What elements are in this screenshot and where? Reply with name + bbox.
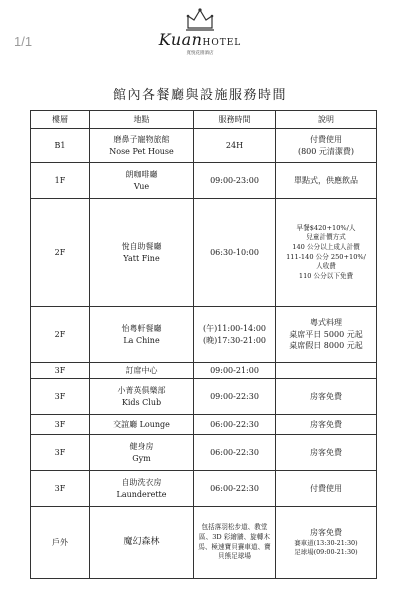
note-cell bbox=[276, 363, 377, 379]
location-cell bbox=[90, 307, 194, 363]
location-en: Vue bbox=[133, 181, 150, 191]
floor-cell: 3F bbox=[31, 435, 90, 471]
note-line: 111-140 公分 250+10%/ bbox=[286, 252, 366, 261]
location-zh: 磨鼻子寵物旅館 bbox=[113, 134, 170, 144]
location-zh: 健身房 bbox=[129, 441, 154, 451]
hours-line: 貝熊足球場 bbox=[218, 552, 251, 561]
header-floor: 樓層 bbox=[31, 111, 90, 129]
note-cell bbox=[276, 129, 377, 163]
note-line: 桌席假日 8000 元起 bbox=[289, 341, 363, 351]
table-row bbox=[31, 507, 377, 579]
note-cell: 房客免費 bbox=[276, 435, 377, 471]
hours-cell bbox=[194, 307, 276, 363]
brand-chinese-name: 寬悅花園酒店 bbox=[186, 51, 214, 56]
hours-cell: 06:00-22:30 bbox=[194, 435, 276, 471]
table-row bbox=[31, 129, 377, 163]
location-zh: 悅自助餐廳 bbox=[121, 241, 162, 251]
location-cell: 魔幻森林 bbox=[90, 507, 194, 579]
floor-cell: 3F bbox=[31, 379, 90, 415]
location-cell bbox=[90, 129, 194, 163]
hours-cell: 06:30-10:00 bbox=[194, 199, 276, 307]
location-en: Gym bbox=[132, 453, 151, 463]
location-zh: 怡粵軒餐廳 bbox=[121, 323, 162, 333]
table-row bbox=[31, 199, 377, 307]
floor-cell: 2F bbox=[31, 307, 90, 363]
location-zh: 小菁英俱樂部 bbox=[117, 385, 166, 395]
document-title: 館內各餐廳與設施服務時間 bbox=[112, 88, 287, 103]
floor-cell: 1F bbox=[31, 163, 90, 199]
table-row bbox=[31, 415, 377, 435]
location-cell bbox=[90, 199, 194, 307]
header-location: 地點 bbox=[90, 111, 194, 129]
location-zh: 朗咖啡廳 bbox=[125, 169, 158, 179]
note-line: 人收費 bbox=[316, 262, 336, 271]
location-en: La Chine bbox=[123, 335, 160, 345]
note-line: 140 公分以上成人計價 bbox=[292, 242, 360, 251]
table-header-row bbox=[31, 111, 377, 129]
location-en: Launderette bbox=[116, 489, 167, 499]
table-row bbox=[31, 163, 377, 199]
hours-line: 包括落羽松步道、教堂 bbox=[201, 523, 268, 532]
note-line: 兒童計價方式 bbox=[306, 233, 346, 242]
table-row bbox=[31, 379, 377, 415]
note-line: 110 公分以下免費 bbox=[298, 271, 354, 280]
table-row bbox=[31, 363, 377, 379]
note-cell bbox=[276, 199, 377, 307]
note-cell: 單點式，供應飲品 bbox=[276, 163, 377, 199]
floor-cell: 戶外 bbox=[31, 507, 90, 579]
location-cell bbox=[90, 471, 194, 507]
location-cell: 交誼廳 Lounge bbox=[90, 415, 194, 435]
location-cell bbox=[90, 379, 194, 415]
table-row bbox=[31, 471, 377, 507]
note-cell: 房客免費 bbox=[276, 379, 377, 415]
location-en: Nose Pet House bbox=[109, 146, 174, 156]
hours-cell: 06:00-22:30 bbox=[194, 471, 276, 507]
crest-icon bbox=[182, 6, 218, 32]
floor-cell: 3F bbox=[31, 471, 90, 507]
note-cell bbox=[276, 307, 377, 363]
location-zh: 自助洗衣房 bbox=[121, 477, 162, 487]
hotel-logo bbox=[150, 6, 250, 56]
note-cell bbox=[276, 507, 377, 579]
hours-cell: 09:00-23:00 bbox=[194, 163, 276, 199]
floor-cell: 3F bbox=[31, 363, 90, 379]
hours-cell: 09:00-22:30 bbox=[194, 379, 276, 415]
location-cell bbox=[90, 163, 194, 199]
note-line: 足球場(09:00-21:30) bbox=[294, 548, 358, 557]
hours-cell bbox=[194, 507, 276, 579]
hours-line: 馬、極速寶貝賽車道、寶 bbox=[198, 542, 271, 551]
brand-script: Kuan bbox=[158, 30, 203, 49]
page-indicator: 1/1 bbox=[14, 34, 33, 49]
note-line: 桌席平日 5000 元起 bbox=[289, 329, 363, 339]
brand-suffix: HOTEL bbox=[202, 38, 242, 48]
hours-cell: 09:00-21:00 bbox=[194, 363, 276, 379]
note-line: 粵式料理 bbox=[310, 318, 342, 328]
service-hours-table bbox=[30, 110, 377, 579]
hours-line: (晚)17:30-21:00 bbox=[202, 335, 267, 345]
note-cell: 房客免費 bbox=[276, 415, 377, 435]
hours-line: (午)11:00-14:00 bbox=[202, 323, 267, 333]
hours-cell: 06:00-22:30 bbox=[194, 415, 276, 435]
location-cell bbox=[90, 435, 194, 471]
hours-line: 區、3D 彩繪牆、旋轉木 bbox=[199, 532, 270, 541]
location-en: Yatt Fine bbox=[123, 253, 160, 263]
note-cell: 付費使用 bbox=[276, 471, 377, 507]
location-cell: 訂席中心 bbox=[90, 363, 194, 379]
table-row bbox=[31, 307, 377, 363]
floor-cell: 3F bbox=[31, 415, 90, 435]
table-row bbox=[31, 435, 377, 471]
floor-cell: 2F bbox=[31, 199, 90, 307]
note-line: 早餐$420+10%/人 bbox=[296, 223, 356, 232]
floor-cell: B1 bbox=[31, 129, 90, 163]
note-line: 房客免費 bbox=[310, 528, 342, 538]
header-note: 說明 bbox=[276, 111, 377, 129]
header-hours: 服務時間 bbox=[194, 111, 276, 129]
hours-cell: 24H bbox=[194, 129, 276, 163]
location-en: Kids Club bbox=[121, 397, 162, 407]
note-line: 付費使用 bbox=[310, 134, 342, 144]
note-line: 賽車道(13:30-21:30) bbox=[294, 539, 358, 548]
note-line: (800 元清潔費) bbox=[297, 146, 355, 156]
brand-name bbox=[150, 30, 250, 49]
